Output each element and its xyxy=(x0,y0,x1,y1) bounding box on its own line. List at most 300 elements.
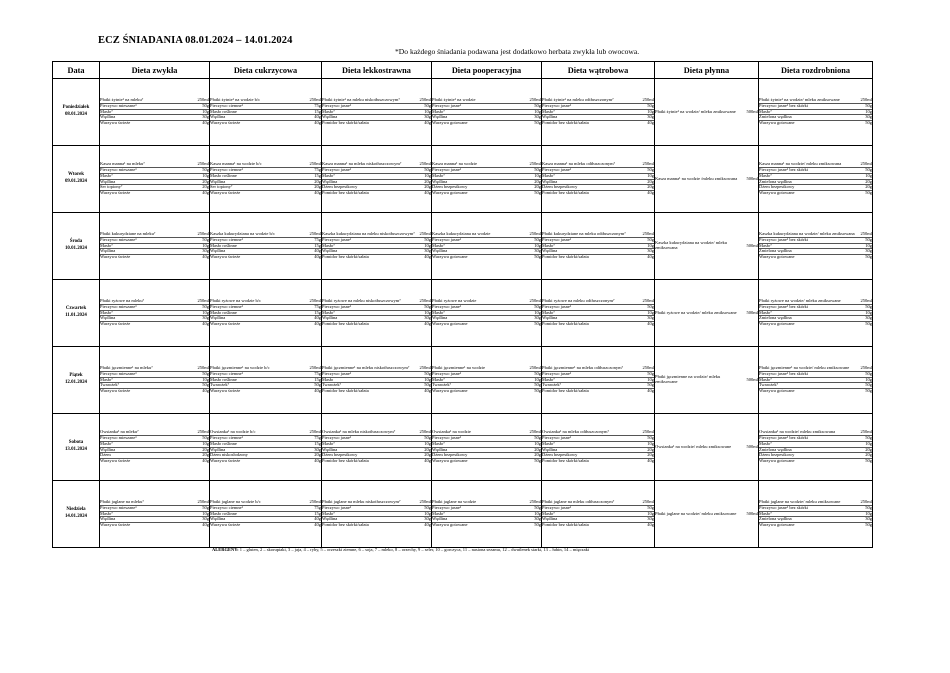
menu-item xyxy=(759,191,872,196)
item-name: Płatki jaglane na wodzie/ mleku zmiksowane xyxy=(655,510,737,516)
item-name: Warzywa gotowane xyxy=(759,120,795,126)
item-quantity: 250ml xyxy=(309,298,321,304)
item-name: Wędlina xyxy=(542,315,558,321)
item-quantity: 30g xyxy=(865,248,872,254)
item-name: Masło⁷ xyxy=(759,242,772,248)
item-quantity: 10g xyxy=(424,172,431,178)
item-quantity: 50g xyxy=(647,303,654,309)
menu-item xyxy=(322,322,431,327)
item-quantity: 40g xyxy=(647,388,654,394)
item-quantity: 250ml xyxy=(419,499,431,505)
item-name: Owsianka¹ na mleku niskotłuszczowym⁷ xyxy=(322,429,396,435)
item-name: Masło xyxy=(322,376,334,382)
item-name: Twarożek⁷ xyxy=(542,382,562,388)
item-quantity: 30g xyxy=(647,315,654,321)
item-quantity: 50g xyxy=(202,382,209,388)
item-name: Masło roślinne xyxy=(210,510,237,516)
item-name: Pieczywo jasne¹ xyxy=(432,435,462,441)
diet-cell-zwykla xyxy=(100,414,210,481)
item-name: Pieczywo jasne¹ xyxy=(432,167,462,173)
item-name: Zmielona wędlina xyxy=(759,178,792,184)
item-name: Płatki jęczmienne¹ na wodzie/ mleku zmiksowane xyxy=(759,365,850,371)
item-quantity: 10g xyxy=(424,108,431,114)
diet-cell-watrobowa xyxy=(542,414,655,481)
item-quantity: 500ml xyxy=(746,376,758,382)
diet-cell-pooperacyjna xyxy=(432,79,542,146)
item-name: Pieczywo jasne¹ xyxy=(542,102,572,108)
menu-item xyxy=(432,459,541,464)
diet-cell-rozdrobniona xyxy=(759,347,873,414)
item-quantity: 250ml xyxy=(860,97,872,103)
item-quantity: 10g xyxy=(534,242,541,248)
item-quantity: 75g xyxy=(314,303,321,309)
item-quantity: 40g xyxy=(314,522,321,528)
diet-cell-watrobowa xyxy=(542,481,655,548)
menu-item xyxy=(759,322,872,327)
item-name: Wędlina xyxy=(322,114,338,120)
item-quantity: 40g xyxy=(424,189,431,195)
liquid-diet-cell xyxy=(655,414,759,481)
item-name: Warzywa gotowane xyxy=(759,189,795,195)
item-name: Płatki jęczmienne¹ na mleku⁷ xyxy=(100,365,153,371)
diet-cell-cukrzycowa xyxy=(210,414,322,481)
item-quantity: 250ml xyxy=(642,429,654,435)
item-name: Pieczywo mieszane¹ xyxy=(100,370,137,376)
diet-cell-lekkostrawna xyxy=(322,280,432,347)
item-quantity: 250ml xyxy=(642,231,654,237)
item-quantity: 40g xyxy=(314,321,321,327)
item-name: Masło⁷ xyxy=(100,172,113,178)
item-quantity: 500ml xyxy=(746,242,758,248)
item-name: Wędlina xyxy=(100,315,116,321)
item-quantity: 75g xyxy=(314,435,321,441)
item-name: Twarożek⁷ xyxy=(432,382,452,388)
item-quantity: 10g xyxy=(865,510,872,516)
liquid-diet-cell xyxy=(655,213,759,280)
liquid-diet-cell xyxy=(655,146,759,213)
item-quantity: 10g xyxy=(647,172,654,178)
item-name: Płatki żytnie¹ na wodzie b/c xyxy=(210,97,261,103)
item-quantity: 40g xyxy=(314,120,321,126)
item-name: Pieczywo jasne¹ xyxy=(322,303,352,309)
item-quantity: 50g xyxy=(534,435,541,441)
column-header: Dieta płynna xyxy=(655,62,759,79)
menu-table xyxy=(52,61,873,548)
item-name: Owsianka¹ na mleku odtłuszczonym⁷ xyxy=(542,429,610,435)
item-quantity: 50g xyxy=(534,120,541,126)
item-name: Owsianka¹ na wodzie/ mleku zmiksowana xyxy=(759,429,836,435)
diet-cell-zwykla xyxy=(100,481,210,548)
item-name: Pieczywo jasne¹ bez skórki xyxy=(759,370,808,376)
item-name: Pieczywo jasne¹ xyxy=(432,370,462,376)
item-name: Warzywa świeże xyxy=(210,457,241,463)
item-quantity: 10g xyxy=(647,510,654,516)
item-quantity: 40g xyxy=(647,457,654,463)
item-name: Płatki żytnie¹ na wodzie/ mleku zmiksowane xyxy=(655,108,736,114)
item-quantity: 250ml xyxy=(197,231,209,237)
item-quantity: 500ml xyxy=(746,309,758,315)
item-quantity: 50g xyxy=(202,236,209,242)
item-name: Wędlina xyxy=(542,516,558,522)
item-quantity: 50g xyxy=(202,435,209,441)
item-name: Pieczywo jasne¹ xyxy=(432,236,462,242)
item-quantity: 250ml xyxy=(197,97,209,103)
diet-cell-cukrzycowa xyxy=(210,79,322,146)
item-quantity: 40g xyxy=(424,120,431,126)
item-quantity: 50g xyxy=(647,370,654,376)
item-name: Masło⁷ xyxy=(322,242,335,248)
item-quantity: 20g xyxy=(314,178,321,184)
menu-item xyxy=(542,121,654,126)
item-name: Wędlina xyxy=(542,178,558,184)
day-date: 11.01.2024 xyxy=(65,313,87,318)
item-name: Masło⁷ xyxy=(100,510,113,516)
item-name: Pieczywo jasne¹ bez skórki xyxy=(759,102,808,108)
item-name: Zmielona wędlina xyxy=(759,114,792,120)
item-quantity: 20g xyxy=(647,178,654,184)
menu-item xyxy=(210,459,321,464)
item-quantity: 250ml xyxy=(197,499,209,505)
item-quantity: 75g xyxy=(314,102,321,108)
item-name: Pieczywo ciemne¹ xyxy=(210,504,243,510)
menu-item xyxy=(100,523,209,528)
item-quantity: 40g xyxy=(202,321,209,327)
item-quantity: 20g xyxy=(534,178,541,184)
item-name: Masło⁷ xyxy=(322,440,335,446)
menu-item xyxy=(432,523,541,528)
item-quantity: 50g xyxy=(865,388,872,394)
item-quantity: 250ml xyxy=(197,161,209,167)
diet-cell-cukrzycowa xyxy=(210,347,322,414)
menu-item xyxy=(542,322,654,327)
item-name: Pieczywo jasne¹ xyxy=(542,303,572,309)
diet-cell-zwykla xyxy=(100,79,210,146)
menu-item xyxy=(100,255,209,260)
item-quantity: 20g xyxy=(424,178,431,184)
item-name: Dżem niskosłodzony xyxy=(210,452,248,458)
item-quantity: 250ml xyxy=(197,429,209,435)
item-quantity: 50g xyxy=(534,504,541,510)
item-quantity: 50g xyxy=(647,102,654,108)
item-name: Płatki ryżowe na wodzie b/c xyxy=(210,298,261,304)
item-name: Pieczywo jasne¹ xyxy=(432,504,462,510)
menu-item xyxy=(655,512,758,517)
item-name: Warzywa świeże xyxy=(210,321,241,327)
item-quantity: 20g xyxy=(647,452,654,458)
column-header: Dieta rozdrobniona xyxy=(759,62,873,79)
item-name: Pieczywo jasne¹ xyxy=(542,167,572,173)
item-quantity: 10g xyxy=(202,309,209,315)
day-row xyxy=(53,414,873,481)
menu-item xyxy=(542,191,654,196)
menu-item xyxy=(322,121,431,126)
item-quantity: 20g xyxy=(424,184,431,190)
item-quantity: 50g xyxy=(865,504,872,510)
item-quantity: 40g xyxy=(647,254,654,260)
item-name: Warzywa gotowane xyxy=(432,388,468,394)
item-quantity: 20g xyxy=(202,184,209,190)
item-name: Pieczywo mieszane¹ xyxy=(100,102,137,108)
item-quantity: 50g xyxy=(424,167,431,173)
item-name: Masło⁷ xyxy=(542,440,555,446)
menu-item xyxy=(655,241,758,251)
menu-item xyxy=(655,375,758,385)
item-quantity: 40g xyxy=(424,522,431,528)
item-name: Masło roślinne xyxy=(210,309,237,315)
item-quantity: 50g xyxy=(534,189,541,195)
item-name: Wędlina xyxy=(322,516,338,522)
item-quantity: 75g xyxy=(314,236,321,242)
day-name: Piątek xyxy=(69,373,83,379)
item-name: Kasza manna¹ na wodzie /mleku zmiksowana xyxy=(655,175,738,181)
item-quantity: 30g xyxy=(865,114,872,120)
menu-item xyxy=(210,121,321,126)
item-quantity: 15g xyxy=(314,510,321,516)
item-quantity: 10g xyxy=(424,376,431,382)
item-name: Płatki jęczmienne¹ na mleku odtłuszczonym⁷ xyxy=(542,365,624,371)
item-quantity: 50g xyxy=(865,254,872,260)
item-quantity: 250ml xyxy=(529,429,541,435)
item-name: Wędlina xyxy=(542,248,558,254)
item-quantity: 50g xyxy=(534,303,541,309)
item-name: Masło roślinne xyxy=(210,172,237,178)
item-quantity: 50g xyxy=(865,189,872,195)
item-quantity: 250ml xyxy=(642,298,654,304)
item-quantity: 10g xyxy=(865,172,872,178)
item-quantity: 500ml xyxy=(746,108,758,114)
item-quantity: 10g xyxy=(647,309,654,315)
item-name: Masło⁷ xyxy=(100,376,113,382)
item-name: Pomidor bez skórki/sałata xyxy=(322,189,369,195)
item-quantity: 250ml xyxy=(642,499,654,505)
item-name: Warzywa gotowane xyxy=(759,457,795,463)
item-name: Dżem bezpestkowy xyxy=(759,184,795,190)
item-name: Płatki ryżowe na wodzie/ mleku zmiksowane xyxy=(655,309,737,315)
item-quantity: 10g xyxy=(865,376,872,382)
document-title: ECZ ŚNIADANIA 08.01.2024 – 14.01.2024 xyxy=(98,35,293,46)
item-quantity: 30g xyxy=(647,516,654,522)
item-quantity: 15g xyxy=(314,108,321,114)
item-quantity: 40g xyxy=(314,114,321,120)
date-cell xyxy=(53,347,100,414)
item-quantity: 50g xyxy=(647,236,654,242)
item-quantity: 50g xyxy=(424,382,431,388)
item-quantity: 20g xyxy=(865,452,872,458)
item-name: Płatki jęczmienne¹ na wodzie xyxy=(432,365,485,371)
item-quantity: 40g xyxy=(202,457,209,463)
diet-cell-pooperacyjna xyxy=(432,414,542,481)
item-quantity: 250ml xyxy=(309,365,321,371)
item-name: Pomidor bez skórki/sałata xyxy=(322,457,369,463)
item-name: Ser topiony⁷ xyxy=(100,184,123,190)
diet-cell-watrobowa xyxy=(542,146,655,213)
item-quantity: 15g xyxy=(314,376,321,382)
item-name: Pieczywo ciemne¹ xyxy=(210,236,243,242)
item-quantity: 50g xyxy=(865,102,872,108)
item-name: Wędlina xyxy=(432,178,448,184)
menu-item xyxy=(322,191,431,196)
item-quantity: 30g xyxy=(424,315,431,321)
item-quantity: 500ml xyxy=(746,510,758,516)
item-name: Warzywa świeże xyxy=(100,522,131,528)
item-name: Masło roślinne xyxy=(210,242,237,248)
diet-cell-rozdrobniona xyxy=(759,481,873,548)
item-quantity: 15g xyxy=(314,172,321,178)
item-name: Masło⁷ xyxy=(322,510,335,516)
item-quantity: 10g xyxy=(424,309,431,315)
item-quantity: 250ml xyxy=(309,97,321,103)
item-quantity: 50g xyxy=(865,321,872,327)
item-name: Pieczywo jasne¹ xyxy=(432,303,462,309)
item-quantity: 40g xyxy=(424,321,431,327)
item-name: Wędlina xyxy=(322,178,338,184)
item-name: Warzywa świeże xyxy=(100,254,131,260)
item-quantity: 10g xyxy=(865,309,872,315)
item-name: Kasza manna¹ na mleku⁷ xyxy=(100,161,145,167)
item-name: Wędlina xyxy=(322,248,338,254)
item-quantity: 30g xyxy=(202,114,209,120)
diet-cell-zwykla xyxy=(100,213,210,280)
item-name: Ser topiony⁷ xyxy=(210,184,233,190)
item-name: Masło⁷ xyxy=(542,172,555,178)
diet-cell-rozdrobniona xyxy=(759,79,873,146)
item-quantity: 10g xyxy=(865,440,872,446)
item-quantity: 30g xyxy=(202,516,209,522)
item-quantity: 500ml xyxy=(746,175,758,181)
item-name: Płatki jaglane na mleku odtłuszczonym⁷ xyxy=(542,499,615,505)
item-name: Pieczywo jasne¹ bez skórki xyxy=(759,167,808,173)
diet-cell-pooperacyjna xyxy=(432,347,542,414)
item-quantity: 10g xyxy=(202,242,209,248)
column-header: Dieta cukrzycowa xyxy=(210,62,322,79)
item-name: Dżem bezpestkowy xyxy=(322,452,358,458)
item-name: Wędlina xyxy=(100,114,116,120)
item-quantity: 10g xyxy=(647,376,654,382)
item-name: Dżem bezpestkowy xyxy=(759,452,795,458)
item-name: Dżem bezpestkowy xyxy=(322,184,358,190)
item-quantity: 20g xyxy=(534,446,541,452)
item-quantity: 10g xyxy=(202,172,209,178)
item-quantity: 50g xyxy=(202,370,209,376)
day-row xyxy=(53,481,873,548)
menu-item xyxy=(542,523,654,528)
item-quantity: 40g xyxy=(424,254,431,260)
item-quantity: 20g xyxy=(647,184,654,190)
column-header: Dieta zwykła xyxy=(100,62,210,79)
item-quantity: 50g xyxy=(865,435,872,441)
item-quantity: 50g xyxy=(865,382,872,388)
item-name: Płatki jęczmienne¹ na wodzie b/c xyxy=(210,365,270,371)
item-name: Pieczywo ciemne¹ xyxy=(210,435,243,441)
day-name: Sobota xyxy=(68,440,84,446)
item-name: Płatki ryżowe na wodzie/ mleku zmiksowane xyxy=(759,298,841,304)
item-name: Pomidor bez skórki/sałata xyxy=(322,321,369,327)
item-name: Masło⁷ xyxy=(759,440,772,446)
menu-item xyxy=(432,322,541,327)
item-name: Masło⁷ xyxy=(542,309,555,315)
menu-item xyxy=(655,110,758,115)
item-quantity: 50g xyxy=(647,167,654,173)
item-quantity: 40g xyxy=(314,457,321,463)
item-name: Warzywa gotowane xyxy=(432,189,468,195)
item-name: Płatki jaglane na mleku⁷ xyxy=(100,499,144,505)
item-name: Masło⁷ xyxy=(759,309,772,315)
item-name: Masło⁷ xyxy=(432,108,445,114)
item-quantity: 10g xyxy=(647,242,654,248)
item-name: Pieczywo ciemne¹ xyxy=(210,102,243,108)
item-quantity: 15g xyxy=(314,242,321,248)
menu-item xyxy=(542,389,654,394)
item-name: Pieczywo mieszane¹ xyxy=(100,435,137,441)
item-quantity: 250ml xyxy=(642,97,654,103)
diet-cell-cukrzycowa xyxy=(210,481,322,548)
menu-item xyxy=(100,121,209,126)
item-name: Owsianka¹ na wodzie xyxy=(432,429,471,435)
item-name: Płatki ryżowe na mleku niskotłuszczowym⁷ xyxy=(322,298,401,304)
item-quantity: 250ml xyxy=(529,298,541,304)
menu-item xyxy=(655,311,758,316)
item-quantity: 250ml xyxy=(309,499,321,505)
item-name: Płatki żytnie¹ na mleku odtłuszczonym⁷ xyxy=(542,97,614,103)
item-name: Płatki jaglane na wodzie b/c xyxy=(210,499,261,505)
item-quantity: 50g xyxy=(865,120,872,126)
diet-cell-zwykla xyxy=(100,280,210,347)
item-name: Masło⁷ xyxy=(542,108,555,114)
item-quantity: 50g xyxy=(534,457,541,463)
item-name: Masło⁷ xyxy=(432,309,445,315)
item-name: Wędlina xyxy=(210,248,226,254)
liquid-diet-cell xyxy=(655,481,759,548)
item-name: Dżem xyxy=(100,452,111,458)
item-quantity: 30g xyxy=(424,114,431,120)
item-quantity: 30g xyxy=(424,516,431,522)
item-name: Warzywa świeże xyxy=(210,254,241,260)
diet-cell-watrobowa xyxy=(542,213,655,280)
item-quantity: 10g xyxy=(534,172,541,178)
item-quantity: 40g xyxy=(647,321,654,327)
item-name: Wędlina xyxy=(100,178,116,184)
item-name: Masło roślinne xyxy=(210,440,237,446)
item-name: Płatki żytnie¹ na wodzie/ mleku zmiksowane xyxy=(759,97,840,103)
item-name: Pomidor bez skórki/sałata xyxy=(542,321,589,327)
day-row xyxy=(53,146,873,213)
item-name: Kaszka kukurydziana na mleku niskotłuszczowym⁷ xyxy=(322,231,415,237)
item-name: Warzywa świeże xyxy=(210,388,241,394)
diet-cell-cukrzycowa xyxy=(210,146,322,213)
item-quantity: 50g xyxy=(534,254,541,260)
item-name: Kasza manna¹ na wodzie xyxy=(432,161,477,167)
item-name: Pieczywo jasne¹ xyxy=(322,504,352,510)
item-name: Płatki kukurydziane na mleku odtłuszczonym⁷ xyxy=(542,231,626,237)
diet-cell-rozdrobniona xyxy=(759,146,873,213)
menu-item xyxy=(759,459,872,464)
menu-item xyxy=(210,255,321,260)
day-name: Niedziela xyxy=(66,507,86,513)
column-header: Dieta pooperacyjna xyxy=(432,62,542,79)
item-name: Warzywa gotowane xyxy=(432,522,468,528)
item-name: Pomidor bez skórki/sałata xyxy=(322,522,369,528)
item-quantity: 50g xyxy=(424,504,431,510)
item-quantity: 10g xyxy=(424,242,431,248)
diet-cell-pooperacyjna xyxy=(432,280,542,347)
item-name: Kasza manna¹ na mleku odtłuszczonym⁷ xyxy=(542,161,616,167)
item-name: Pomidor bez skórki/sałata xyxy=(542,120,589,126)
item-quantity: 30g xyxy=(202,315,209,321)
item-quantity: 50g xyxy=(647,435,654,441)
menu-item xyxy=(210,191,321,196)
diet-cell-lekkostrawna xyxy=(322,347,432,414)
item-name: Wędlina xyxy=(542,446,558,452)
